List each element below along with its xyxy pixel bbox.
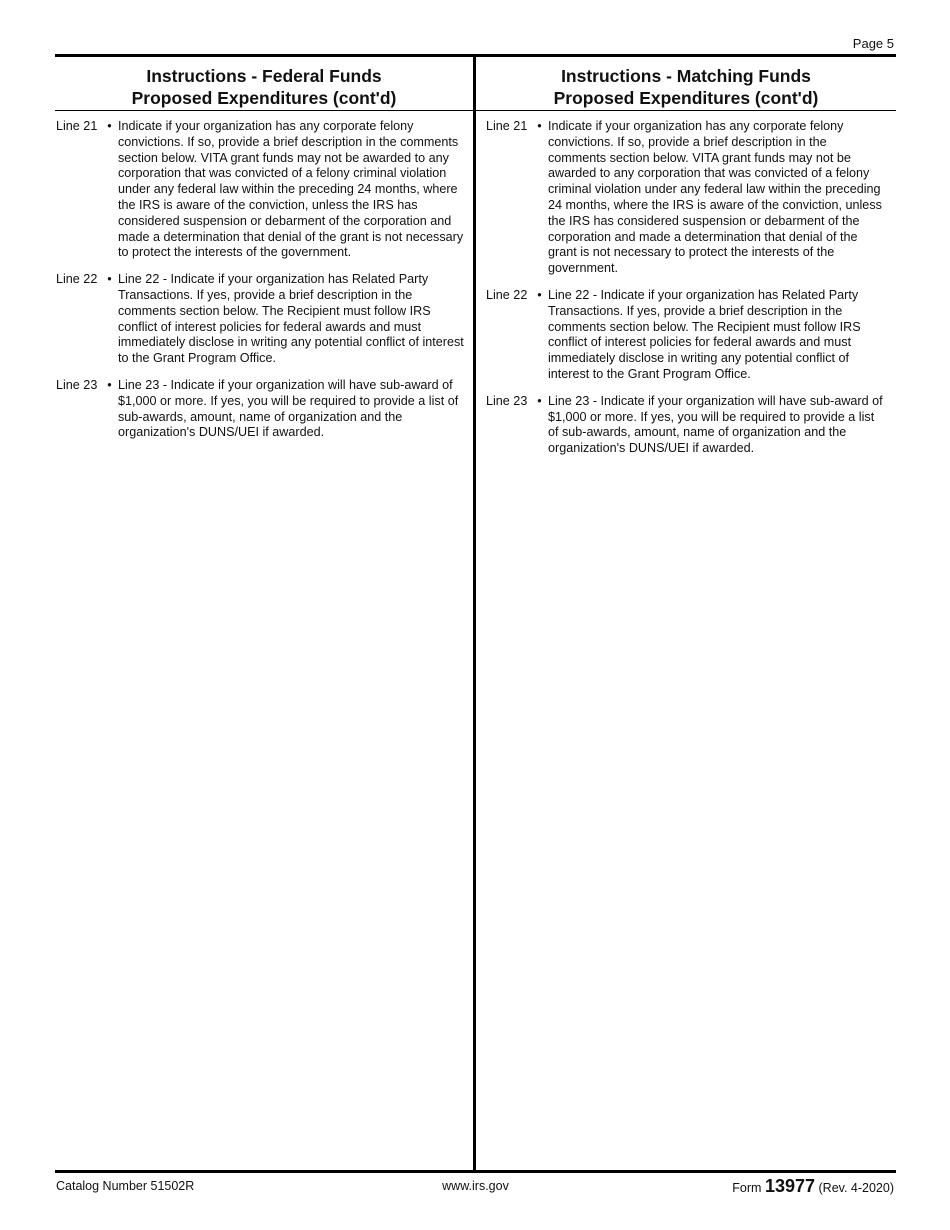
federal-funds-header [55,57,473,111]
instruction-entry-line-23 [476,394,896,457]
instruction-entry-line-22 [476,288,896,383]
matching-funds-header [476,57,896,111]
line-label: Line 22 [56,272,98,287]
page-number: Page 5 [852,36,894,51]
federal-funds-title-line1: Instructions - Federal Funds [146,66,382,86]
line-label: Line 21 [486,119,528,133]
bullet-icon: • [107,119,112,133]
instruction-text: Indicate if your organization has any corporate felony convictions. If so, provide a brief description in the comments section below. VITA grant funds may not be awarded to any corporation that was convicted of a felony criminal violation under any federal law within the preceding 24 months, where the IRS is aware of the conviction, unless the IRS has considered suspension or debarment of the corporation and made a determination that denial of the grant is not necessary to protect the interests of the government. [118,119,464,260]
instructions-frame [55,54,896,1173]
instruction-text: Line 22 - Indicate if your organization has Related Party Transactions. If yes, provide a brief description in the comments section below. The Recipient must follow IRS conflict of interest policies for federal awards and must immediately disclose in writing any potential conflict of interest to the Grant Program Office. [548,287,861,381]
instruction-entry-line-21 [55,119,473,261]
catalog-number: Catalog Number 51502R [56,1179,195,1193]
bullet-icon: • [537,119,542,133]
instruction-entry-line-21 [476,119,896,277]
matching-funds-title-line2: Proposed Expenditures (cont'd) [553,88,819,108]
instruction-text: Line 23 - Indicate if your organization will have sub-award of $1,000 or more. If yes, you will be required to provide a list of sub-awards, amount, name of organization and the organization's DUNS/UEI if awarded. [548,393,883,456]
bullet-icon: • [107,272,112,287]
instruction-entry-line-22 [55,272,473,367]
federal-funds-column [55,57,473,1170]
instruction-text: Line 23 - Indicate if your organization will have sub-award of $1,000 or more. If yes, you will be required to provide a list of sub-awards, amount, name of organization and the organization's DUNS/UEI if awarded. [118,377,459,440]
line-label: Line 23 [56,377,98,392]
form-revision: (Rev. 4-2020) [818,1181,894,1195]
bullet-icon: • [537,393,542,408]
federal-funds-title-line2: Proposed Expenditures (cont'd) [131,88,397,108]
matching-funds-title-line1: Instructions - Matching Funds [561,66,811,86]
form-number: 13977 [764,1176,816,1196]
website-link[interactable]: www.irs.gov [442,1179,509,1193]
instruction-entry-line-23 [55,378,473,441]
form-prefix: Form [732,1181,762,1195]
matching-funds-column [476,57,896,1170]
line-label: Line 21 [56,119,98,133]
bullet-icon: • [107,377,112,392]
bullet-icon: • [537,287,542,302]
form-identifier [732,1176,894,1197]
instruction-text: Line 22 - Indicate if your organization has Related Party Transactions. If yes, provide a brief description in the comments section below. The Recipient must follow IRS conflict of interest policies for federal awards and must immediately disclose in writing any potential conflict of interest to the Grant Program Office. [118,272,464,366]
line-label: Line 22 [486,287,528,302]
instruction-text: Indicate if your organization has any corporate felony convictions. If so, provide a brief description in the comments section below. VITA grant funds may not be awarded to any corporation that was convicted of a felony criminal violation under any federal law within the preceding 24 months, where the IRS is aware of the conviction, unless the IRS has considered suspension or debarment of the corporation and made a determination that denial of the grant is not necessary to protect the interests of the government. [548,119,882,276]
line-label: Line 23 [486,393,528,408]
